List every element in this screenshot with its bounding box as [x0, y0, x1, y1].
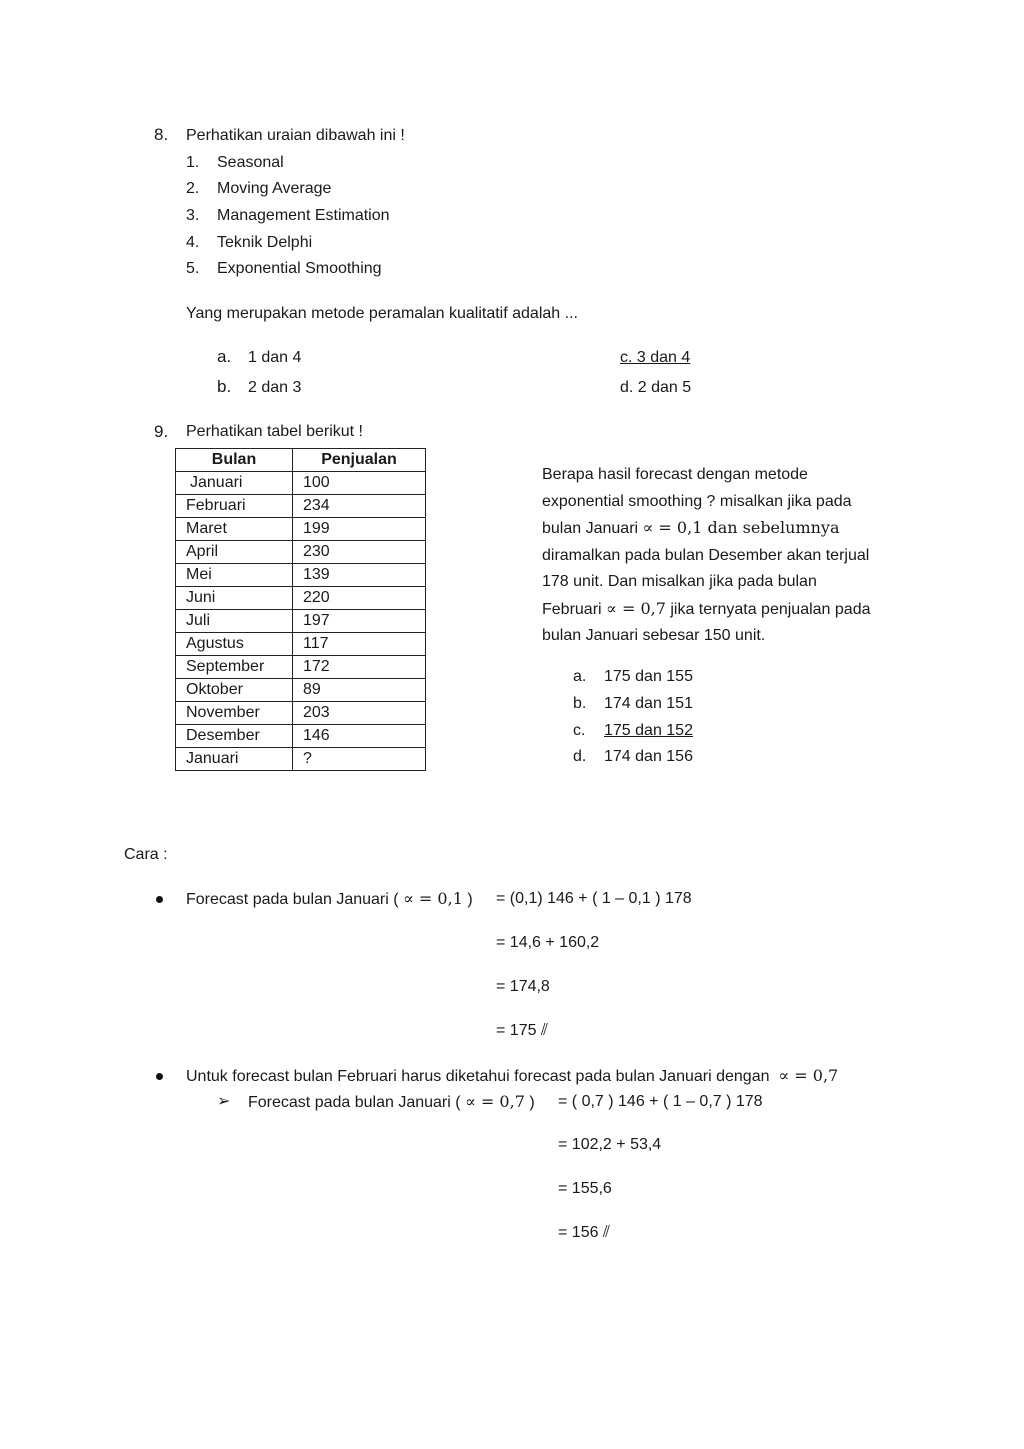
substep-text: ): [524, 1094, 535, 1111]
sales-cell: 230: [293, 541, 426, 564]
equation-line: = (0,1) 146 + ( 1 – 0,1 ) 178: [496, 890, 692, 907]
equation-result: = 156 ⫽: [558, 1224, 611, 1241]
q8-option-a-text: 1 dan 4: [248, 349, 302, 366]
step-1-text: Forecast pada bulan Januari (: [186, 891, 404, 908]
q9-option-text: 174 dan 151: [604, 695, 693, 712]
equation-line: = 102,2 + 53,4: [558, 1136, 662, 1153]
solution-label: Cara :: [124, 846, 168, 863]
q8-option-a-letter: a.: [217, 347, 232, 366]
question-8-prompt: Perhatikan uraian dibawah ini !: [186, 127, 405, 144]
month-cell: September: [176, 656, 293, 679]
month-cell: Mei: [176, 564, 293, 587]
sales-cell: ?: [293, 748, 426, 771]
solution-step-1: [186, 889, 473, 910]
q8-item-text: Management Estimation: [217, 207, 390, 224]
question-8-text: Yang merupakan metode peramalan kualitatif adalah ...: [186, 305, 578, 322]
table-row: [176, 702, 426, 725]
q8-option-b-letter: b.: [217, 377, 232, 396]
sales-table: [175, 448, 426, 771]
arrow-bullet-icon: ➢: [217, 1093, 231, 1110]
bullet-icon: [156, 896, 163, 903]
question-9-text: [542, 462, 912, 650]
q8-item-text: Seasonal: [217, 154, 284, 171]
sales-cell: 117: [293, 633, 426, 656]
column-header-penjualan: Penjualan: [293, 449, 426, 472]
alpha-formula: ∝ = 0,7: [465, 1092, 525, 1111]
q9-text-line: [542, 596, 912, 624]
q8-item-text: Moving Average: [217, 180, 332, 197]
month-cell: Maret: [176, 518, 293, 541]
q8-item-number: 4.: [186, 234, 200, 251]
solution-step-2: [186, 1066, 838, 1087]
alpha-formula: ∝ = 0,1: [403, 889, 463, 908]
month-cell: Februari: [176, 495, 293, 518]
q8-item-number: 1.: [186, 154, 200, 171]
q9-option-letter: a.: [573, 668, 587, 685]
column-header-bulan: Bulan: [176, 449, 293, 472]
q8-option-b-text: 2 dan 3: [248, 379, 302, 396]
q8-option-c-answer: c. 3 dan 4: [620, 349, 691, 366]
month-cell: Januari: [176, 472, 293, 495]
equation-line: = 155,6: [558, 1180, 612, 1197]
sales-cell: 146: [293, 725, 426, 748]
month-cell: Januari: [176, 748, 293, 771]
q8-item-number: 2.: [186, 180, 200, 197]
month-cell: Desember: [176, 725, 293, 748]
question-8-number: 8.: [154, 125, 169, 144]
table-header-row: [176, 449, 426, 472]
equation-line: = 174,8: [496, 978, 550, 995]
sales-cell: 100: [293, 472, 426, 495]
q9-text-fragment: jika ternyata penjualan pada: [665, 600, 871, 618]
sales-cell: 203: [293, 702, 426, 725]
q9-option-text: 174 dan 156: [604, 748, 693, 765]
question-9-number: 9.: [154, 422, 169, 441]
q9-text-fragment: Februari: [542, 600, 607, 618]
month-cell: Juni: [176, 587, 293, 610]
q8-option-d: d. 2 dan 5: [620, 379, 692, 396]
equation-line: = 14,6 + 160,2: [496, 934, 600, 951]
bullet-icon: [156, 1073, 163, 1080]
month-cell: Agustus: [176, 633, 293, 656]
q9-text-line: exponential smoothing ? misalkan jika pada: [542, 492, 852, 510]
table-row: [176, 633, 426, 656]
sales-cell: 89: [293, 679, 426, 702]
sales-cell: 234: [293, 495, 426, 518]
step-1-text: ): [462, 891, 473, 908]
sales-cell: 220: [293, 587, 426, 610]
q9-text-line: 178 unit. Dan misalkan jika pada bulan: [542, 573, 817, 590]
table-row: [176, 748, 426, 771]
q8-item-number: 5.: [186, 260, 200, 277]
q9-text-fragment: dan sebelumnya: [702, 518, 840, 537]
equation-result: = 175 ⫽: [496, 1022, 549, 1039]
sales-cell: 199: [293, 518, 426, 541]
month-cell: April: [176, 541, 293, 564]
table-row: [176, 610, 426, 633]
table-row: [176, 656, 426, 679]
table-row: [176, 518, 426, 541]
q9-text-line: diramalkan pada bulan Desember akan terjual: [542, 546, 870, 564]
q9-option-text: 175 dan 155: [604, 668, 693, 685]
q9-option-letter: b.: [573, 695, 587, 712]
table-row: [176, 564, 426, 587]
q9-option-letter: c.: [573, 722, 586, 739]
month-cell: Juli: [176, 610, 293, 633]
table-row: [176, 587, 426, 610]
q9-option-answer: 175 dan 152: [604, 722, 693, 739]
solution-substep: [248, 1092, 535, 1113]
alpha-formula: ∝ = 0,1: [642, 518, 703, 537]
table-row: [176, 725, 426, 748]
q9-text-line: bulan Januari sebesar 150 unit.: [542, 627, 766, 644]
q9-text-fragment: bulan Januari: [542, 520, 643, 537]
sales-cell: 197: [293, 610, 426, 633]
q9-text-line: Berapa hasil forecast dengan metode: [542, 466, 808, 483]
alpha-formula: ∝ = 0,7: [778, 1066, 839, 1085]
substep-text: Forecast pada bulan Januari (: [248, 1094, 466, 1111]
alpha-formula: ∝ = 0,7: [606, 598, 666, 618]
table-row: [176, 472, 426, 495]
month-cell: November: [176, 702, 293, 725]
table-row: [176, 541, 426, 564]
q8-item-text: Exponential Smoothing: [217, 260, 382, 277]
table-row: [176, 679, 426, 702]
table-row: [176, 495, 426, 518]
q8-item-number: 3.: [186, 207, 200, 224]
month-cell: Oktober: [176, 679, 293, 702]
q9-text-line: [542, 515, 912, 543]
q9-option-letter: d.: [573, 748, 587, 765]
equation-line: = ( 0,7 ) 146 + ( 1 – 0,7 ) 178: [558, 1093, 763, 1110]
step-2-text: Untuk forecast bulan Februari harus diketahui forecast pada bulan Januari dengan: [186, 1068, 770, 1085]
sales-cell: 139: [293, 564, 426, 587]
question-9-prompt: Perhatikan tabel berikut !: [186, 423, 363, 440]
q8-item-text: Teknik Delphi: [217, 234, 313, 251]
sales-cell: 172: [293, 656, 426, 679]
